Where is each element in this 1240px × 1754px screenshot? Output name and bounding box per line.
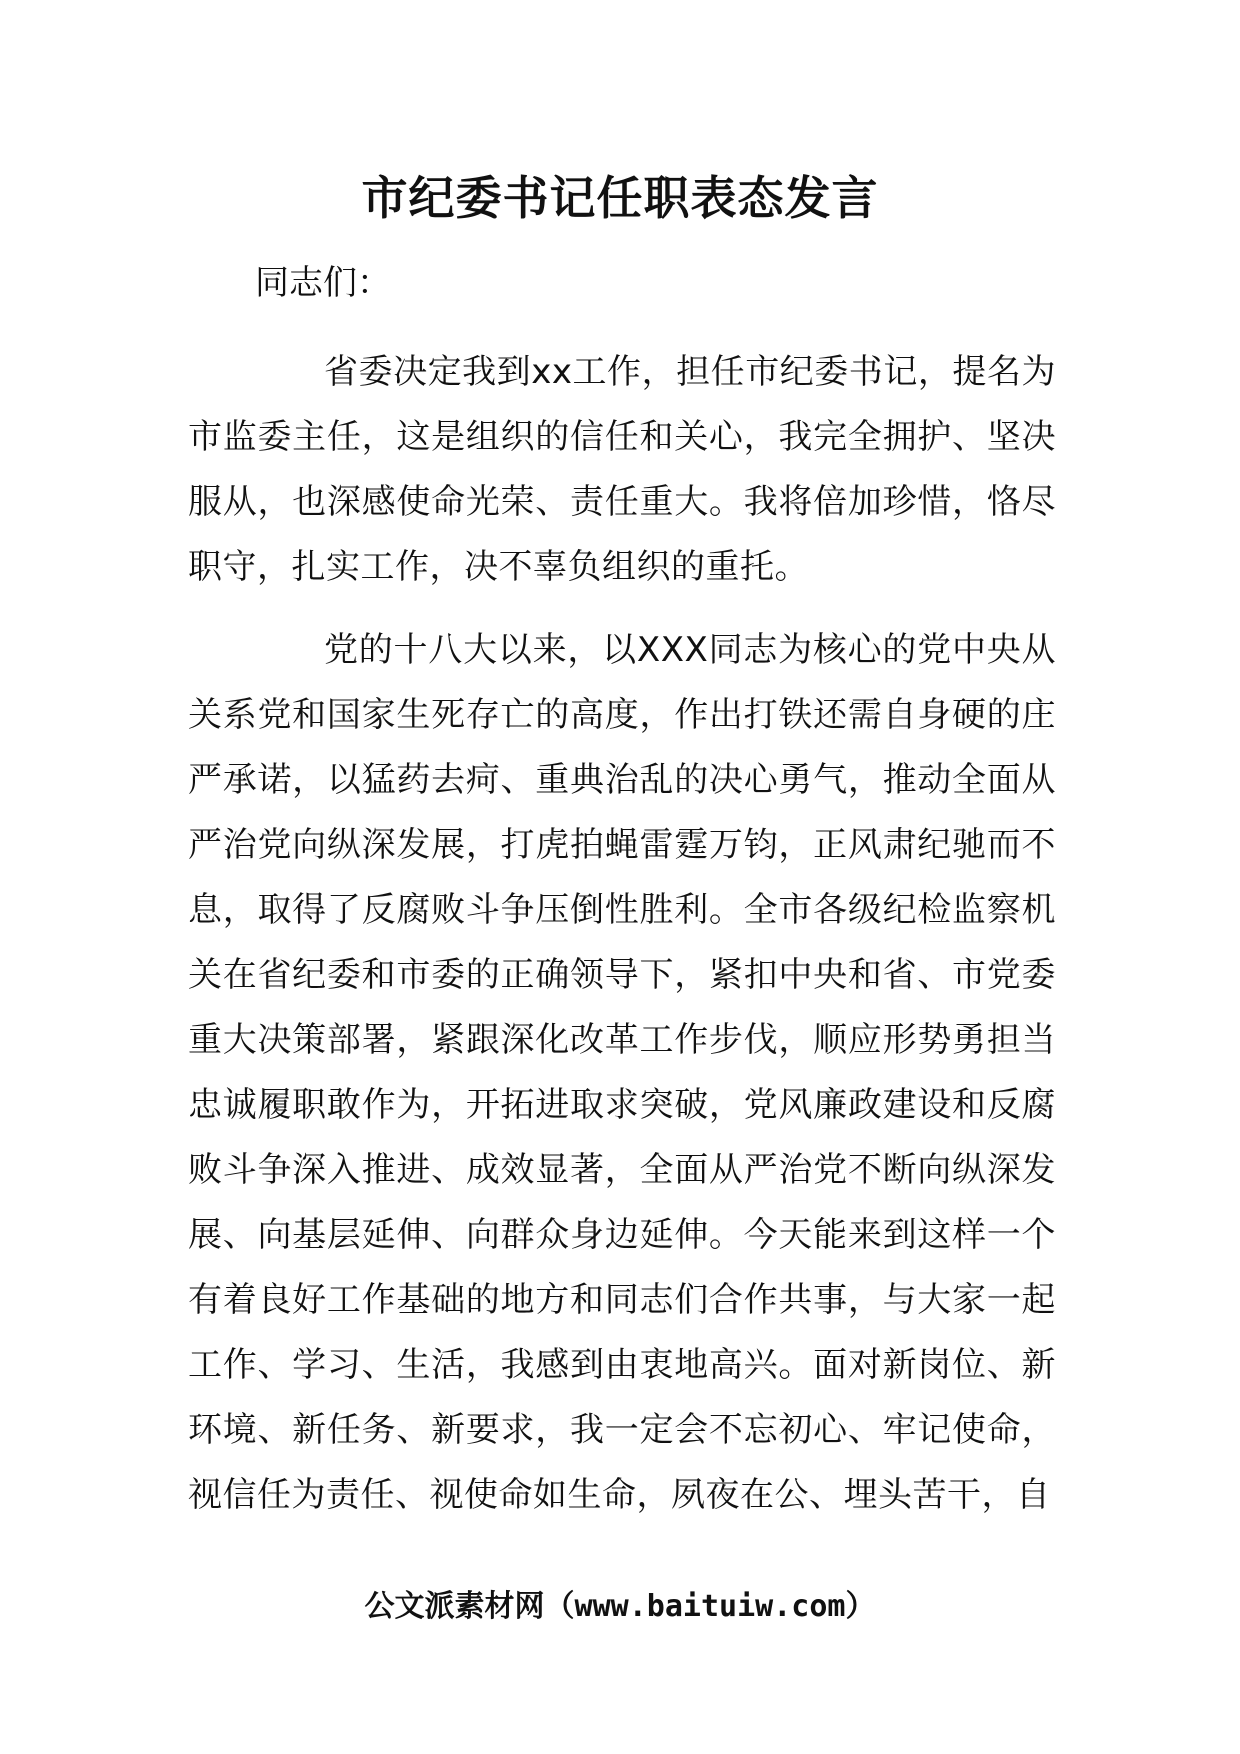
paragraph-1: 省委决定我到xx工作，担任市纪委书记，提名为市监委主任，这是组织的信任和关心，我完全拥护、坚决服从，也深感使命光荣、责任重大。我将倍加珍惜，恪尽职守，扎实工作，决不辜负组织的重托。 [188, 352, 1056, 587]
salutation: 同志们： [255, 263, 391, 303]
paragraph-2: 党的十八大以来，以XXX同志为核心的党中央从关系党和国家生死存亡的高度，作出打铁还需自身硬的庄严承诺，以猛药去疴、重典治乱的决心勇气，推动全面从严治党向纵深发展，打虎拍蝇雷霆万钧，正风肃纪驰而不息，取得了反腐败斗争压倒性胜利。全市各级纪检监察机关在省纪委和市委的正确领导下，紧扣中央和省、市党委重大决策部署，紧跟深化改革工作步伐，顺应形势勇担当忠诚履职敢作为，开拓进取求突破，党风廉政建设和反腐败斗争深入推进、成效显著，全面从严治党不断向纵深发展、向基层延伸、向群众身边延伸。今天能来到这样一个有着良好工作基础的地方和同志们合作共事，与大家一起工作、学习、生活，我感到由衷地高兴。面对新岗位、新环境、新任务、新要求，我一定会不忘初心、牢记使命，视信任为责任、视使命如生命，夙夜在公、埋头苦干，自 [188, 630, 1056, 1515]
document-title: 市纪委书记任职表态发言 [361, 171, 879, 225]
footer-source: 公文派素材网（www.baituiw.com） [364, 1589, 876, 1624]
